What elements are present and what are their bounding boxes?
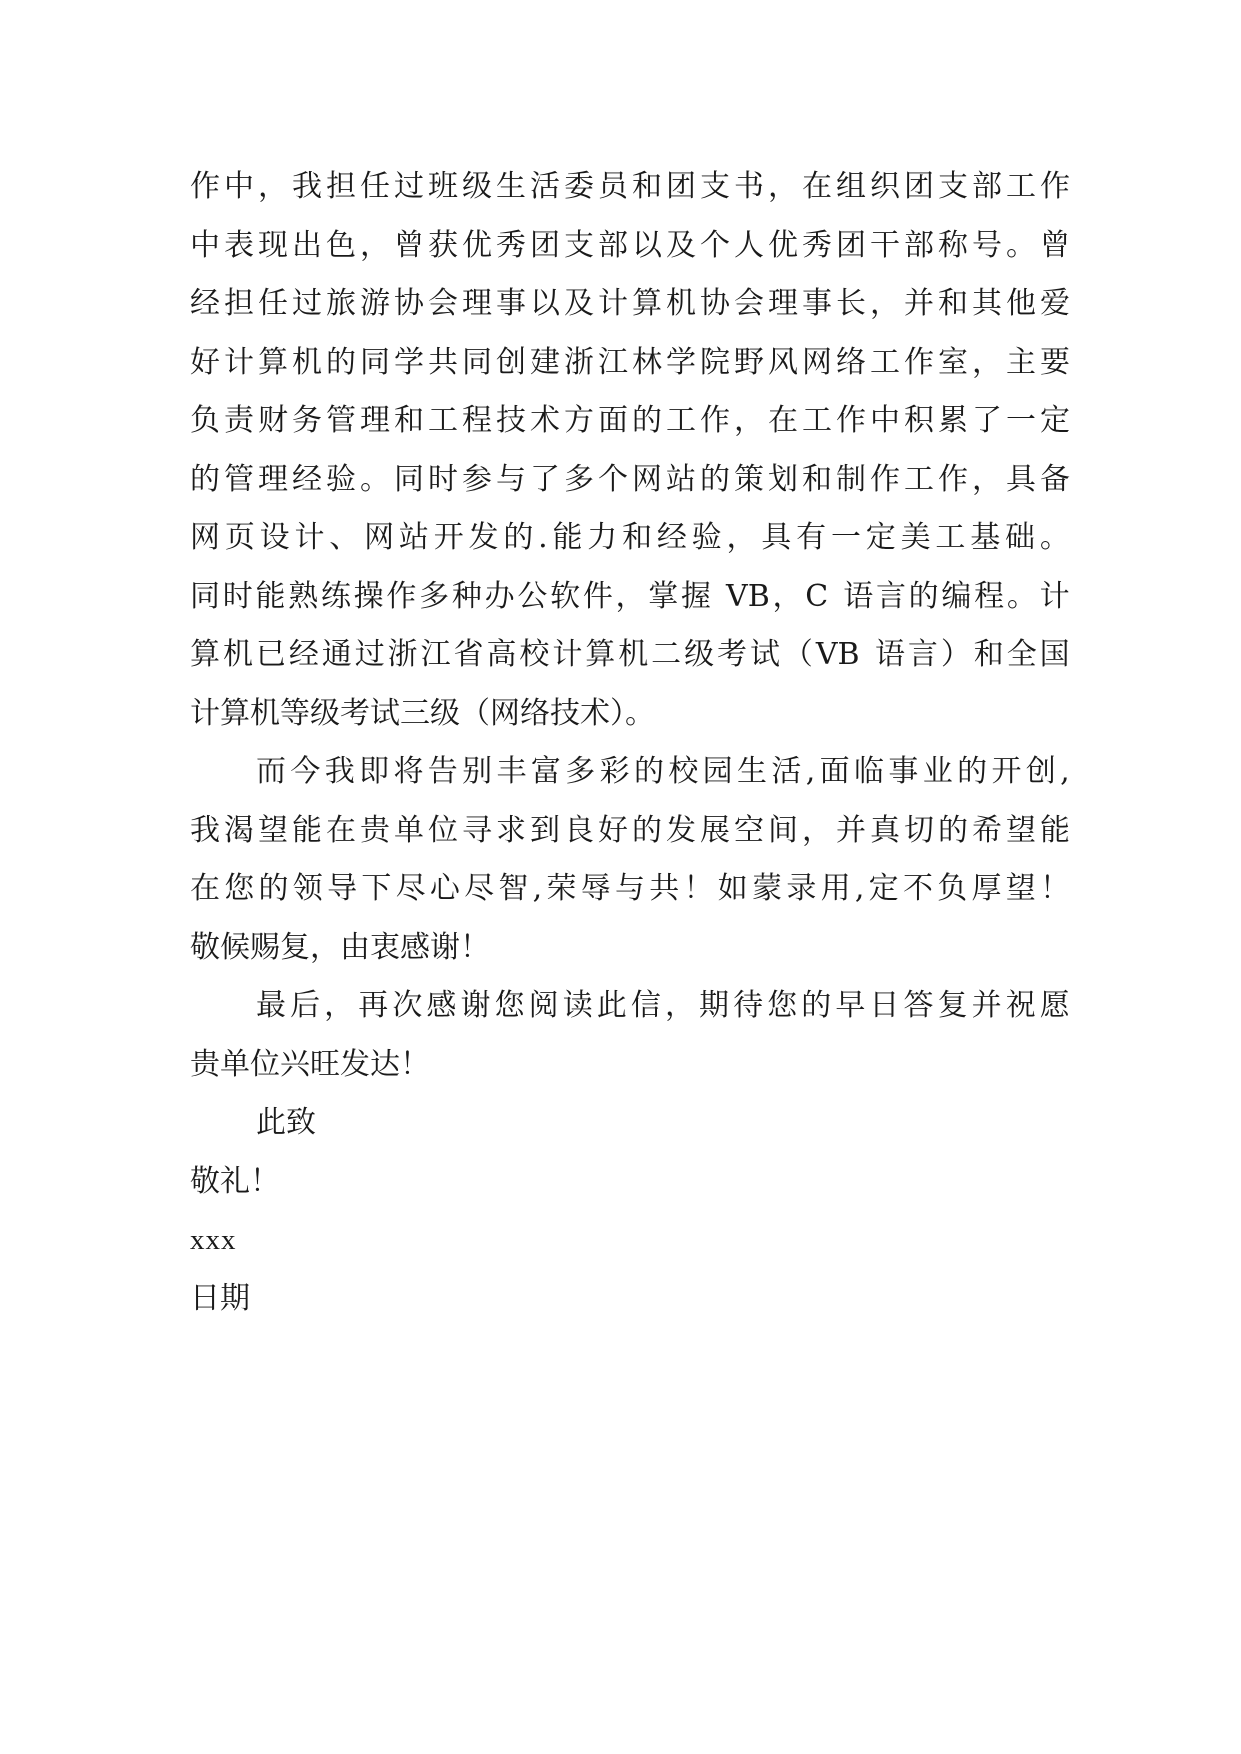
letter-line-3: 经 担 任 过 旅 游 协 会 理 事 以 及 计 算 机 协 会 理 事 长 ， 并 和 其 他 爱	[190, 286, 1070, 321]
letter-line-13: 在 您 的 领 导 下 尽 心 尽 智 , 荣 辱 与 共 ！ 如 蒙 录 用 , 定 不 负 厚 望 ！	[190, 871, 1070, 906]
letter-line-10: 计算机等级考试三级（网络技术）。	[190, 695, 655, 731]
closing-salutation: 此致	[256, 1105, 316, 1140]
signature-date: 日期	[190, 1280, 250, 1316]
letter-line-6: 的 管 理 经 验 。 同 时 参 与 了 多 个 网 站 的 策 划 和 制 作 工 作 ， 具 备	[190, 461, 1070, 497]
letter-line-7: 网 页 设 计 、 网 站 开 发 的 . 能 力 和 经 验 ， 具 有 一 定 美 工 基 础 。	[190, 520, 1070, 555]
letter-line-4: 好 计 算 机 的 同 学 共 同 创 建 浙 江 林 学 院 野 风 网 络 工 作 室 ， 主 要	[190, 344, 1070, 380]
letter-body	[190, 158, 1070, 1328]
letter-line-12: 我 渴 望 能 在 贵 单 位 寻 求 到 良 好 的 发 展 空 间 ， 并 真 切 的 希 望 能	[190, 812, 1070, 848]
letter-line-8: 同 时 能 熟 练 操 作 多 种 办 公 软 件 ， 掌 握 VB ， C 语 言 的 编 程 。 计	[190, 578, 1070, 614]
letter-line-15: 最 后 ， 再 次 感 谢 您 阅 读 此 信 ， 期 待 您 的 早 日 答 复 并 祝 愿	[256, 988, 1070, 1023]
letter-line-5: 负 责 财 务 管 理 和 工 程 技 术 方 面 的 工 作 ， 在 工 作 中 积 累 了 一 定	[190, 403, 1070, 438]
letter-line-16: 贵单位兴旺发达！	[190, 1046, 430, 1082]
letter-line-14: 敬候赐复，由衷感谢！	[190, 929, 490, 965]
letter-line-9: 算 机 已 经 通 过 浙 江 省 高 校 计 算 机 二 级 考 试 （ VB 语 言 ） 和 全 国	[190, 637, 1070, 672]
letter-line-11: 而 今 我 即 将 告 别 丰 富 多 彩 的 校 园 生 活 , 面 临 事 业 的 开 创 ,	[256, 754, 1070, 789]
letter-line-1: 作 中 ， 我 担 任 过 班 级 生 活 委 员 和 团 支 书 ， 在 组 织 团 支 部 工 作	[190, 169, 1070, 204]
closing-respect: 敬礼！	[190, 1163, 280, 1199]
letter-line-2: 中 表 现 出 色 ， 曾 获 优 秀 团 支 部 以 及 个 人 优 秀 团 干 部 称 号 。 曾	[190, 227, 1070, 263]
signature-name: xxx	[190, 1224, 237, 1256]
